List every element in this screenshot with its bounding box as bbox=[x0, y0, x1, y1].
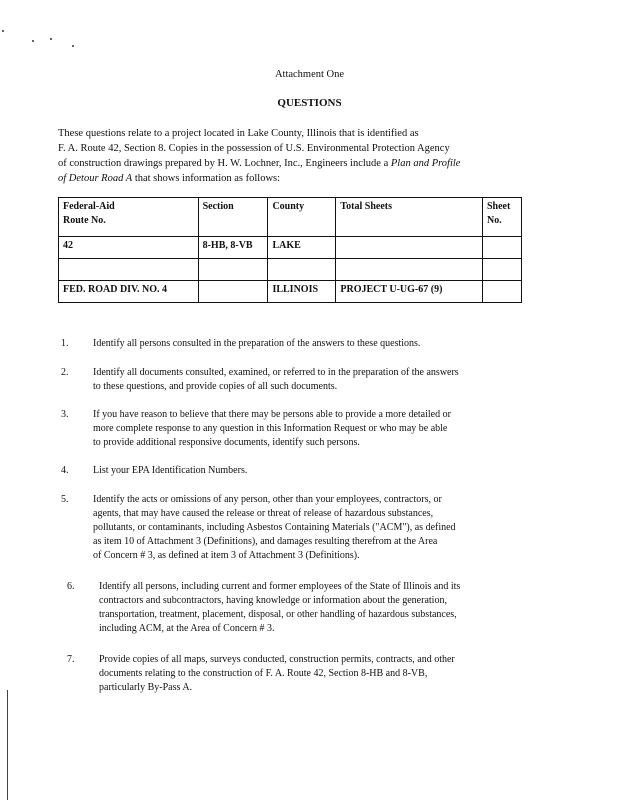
scan-edge-line bbox=[7, 690, 8, 800]
table-cell bbox=[483, 259, 522, 281]
question-number: 4. bbox=[61, 465, 69, 476]
table-cell: 42 bbox=[59, 237, 199, 259]
table-row bbox=[59, 259, 522, 281]
question-text bbox=[93, 337, 533, 351]
question-text bbox=[93, 366, 533, 394]
question-line: If you have reason to believe that there may be persons able to provide a more detailed or bbox=[93, 409, 451, 420]
table-header-cell: Total Sheets bbox=[336, 198, 483, 237]
table-row bbox=[59, 281, 522, 303]
question-line: Identify all documents consulted, examined, or referred to in the preparation of the answers bbox=[93, 367, 459, 378]
question-line: Identify the acts or omissions of any person, other than your employees, contractors, or bbox=[93, 494, 442, 505]
intro-line bbox=[58, 171, 528, 186]
question-number: 7. bbox=[67, 654, 75, 665]
question-text bbox=[99, 653, 539, 695]
intro-text: that shows information as follows: bbox=[132, 173, 281, 184]
scan-speck bbox=[32, 40, 34, 42]
table-cell: LAKE bbox=[268, 237, 336, 259]
attachment-label: Attachment One bbox=[274, 69, 345, 80]
question-number: 2. bbox=[61, 367, 69, 378]
table-cell bbox=[483, 281, 522, 303]
question-line: documents relating to the construction of F. A. Route 42, Section 8-HB and 8-VB, bbox=[99, 668, 428, 679]
question-text bbox=[93, 464, 533, 478]
question-line: to provide additional responsive documents, identify such persons. bbox=[93, 437, 360, 448]
table-cell bbox=[268, 259, 336, 281]
table-cell bbox=[336, 237, 483, 259]
page-title: QUESTIONS bbox=[277, 97, 342, 109]
question-line: transportation, treatment, placement, disposal, or other handling of hazardous substances, bbox=[99, 609, 457, 620]
question-line: contractors and subcontractors, having knowledge or information about the generation, bbox=[99, 595, 447, 606]
table-cell: FED. ROAD DIV. NO. 4 bbox=[59, 281, 199, 303]
table-cell bbox=[198, 259, 268, 281]
question-line: Identify all persons, including current and former employees of the State of Illinois and its bbox=[99, 581, 461, 592]
question-line: to these questions, and provide copies of all such documents. bbox=[93, 381, 338, 392]
intro-paragraph bbox=[58, 126, 528, 186]
question-number: 5. bbox=[61, 494, 69, 505]
question-number: 3. bbox=[61, 409, 69, 420]
question-line: more complete response to any question in this Information Request or who may be able bbox=[93, 423, 448, 434]
question-number: 1. bbox=[61, 338, 69, 349]
scan-speck bbox=[50, 38, 52, 40]
question-number: 6. bbox=[67, 581, 75, 592]
question-line: as item 10 of Attachment 3 (Definitions), and damages resulting therefrom at the Area bbox=[93, 536, 438, 547]
question-text bbox=[99, 580, 539, 636]
table-row bbox=[59, 237, 522, 259]
scan-speck bbox=[72, 45, 74, 47]
question-line: List your EPA Identification Numbers. bbox=[93, 465, 248, 476]
question-line: pollutants, or contaminants, including Asbestos Containing Materials ("ACM"), as defined bbox=[93, 522, 456, 533]
table-header-cell: Sheet No. bbox=[483, 198, 522, 237]
question-line: particularly By-Pass A. bbox=[99, 682, 193, 693]
intro-line bbox=[58, 156, 528, 171]
table-header-cell: County bbox=[268, 198, 336, 237]
question-line: including ACM, at the Area of Concern # 3. bbox=[99, 623, 275, 634]
intro-italic: of Detour Road A bbox=[58, 173, 133, 184]
intro-line: These questions relate to a project located in Lake County, Illinois that is identified as bbox=[58, 128, 419, 139]
intro-line: F. A. Route 42, Section 8. Copies in the possession of U.S. Environmental Protection Agency bbox=[58, 143, 450, 154]
table-cell bbox=[59, 259, 199, 281]
table-cell bbox=[336, 259, 483, 281]
question-text bbox=[93, 493, 533, 563]
table-header-cell: Federal-Aid Route No. bbox=[59, 198, 199, 237]
intro-italic: Plan and Profile bbox=[390, 158, 461, 169]
table-cell: PROJECT U-UG-67 (9) bbox=[336, 281, 483, 303]
question-line: Provide copies of all maps, surveys conducted, construction permits, contracts, and other bbox=[99, 654, 455, 665]
table-header-row bbox=[59, 198, 522, 237]
table-cell: ILLINOIS bbox=[268, 281, 336, 303]
question-line: of Concern # 3, as defined at item 3 of Attachment 3 (Definitions). bbox=[93, 550, 360, 561]
question-text bbox=[93, 408, 533, 450]
question-line: agents, that may have caused the release or threat of release of hazardous substances, bbox=[93, 508, 434, 519]
table-cell bbox=[198, 281, 268, 303]
intro-text: of construction drawings prepared by H. W. Lochner, Inc., Engineers include a bbox=[58, 158, 391, 169]
scan-speck bbox=[2, 30, 4, 32]
question-line: Identify all persons consulted in the preparation of the answers to these questions. bbox=[93, 338, 421, 349]
table-cell bbox=[483, 237, 522, 259]
route-info-table bbox=[58, 197, 522, 303]
table-header-cell: Section bbox=[198, 198, 268, 237]
table-cell: 8-HB, 8-VB bbox=[198, 237, 268, 259]
